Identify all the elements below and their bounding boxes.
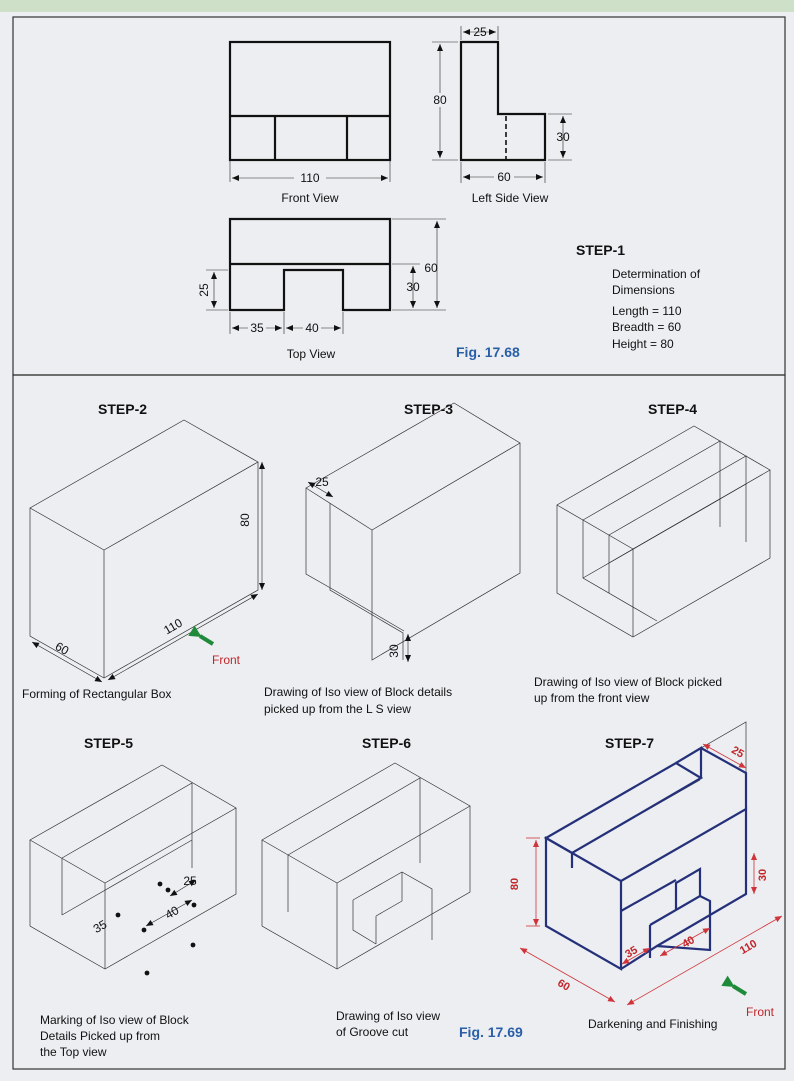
tv-dim-35: 35 — [250, 321, 264, 335]
step5-caption-3: the Top view — [40, 1045, 107, 1059]
step5-dim-25: 25 — [183, 874, 197, 888]
step6-title: STEP-6 — [362, 735, 412, 751]
step4-box — [557, 426, 770, 637]
lsv-dim-80: 80 — [433, 93, 447, 107]
lsv-dim-60: 60 — [497, 170, 511, 184]
step2-front-label: Front — [212, 653, 241, 667]
step1-length: Length = 110 — [612, 304, 682, 318]
step5-dim-40: 40 — [162, 903, 182, 922]
step1-height: Height = 80 — [612, 337, 674, 351]
tv-dim-30: 30 — [406, 280, 420, 294]
step3-caption-2: picked up from the L S view — [264, 702, 411, 716]
step7-dim-35: 35 — [623, 944, 640, 961]
step3-caption-1: Drawing of Iso view of Block details — [264, 685, 453, 699]
step4-title: STEP-4 — [648, 401, 698, 417]
step1-breadth: Breadth = 60 — [612, 320, 682, 334]
fig69-frame — [13, 375, 785, 1069]
top-view-label: Top View — [286, 347, 336, 361]
step2-title: STEP-2 — [98, 401, 148, 417]
step7-front-label: Front — [746, 1005, 775, 1019]
step3-dim-30: 30 — [387, 644, 401, 658]
lsv-dim-25: 25 — [473, 25, 487, 39]
top-strip — [0, 0, 794, 12]
left-side-view-label: Left Side View — [471, 191, 549, 205]
step6-caption-2: of Groove cut — [336, 1025, 409, 1039]
step7-finished-block — [509, 722, 782, 1019]
step2-caption: Forming of Rectangular Box — [22, 687, 172, 701]
step2-dim-110: 110 — [161, 615, 185, 638]
step4-caption-1: Drawing of Iso view of Block picked — [534, 675, 723, 689]
lsv-dim-30: 30 — [556, 130, 570, 144]
step2-box — [30, 420, 262, 682]
front-view-label: Front View — [281, 191, 339, 205]
step6-box — [262, 763, 470, 969]
step1-title: STEP-1 — [576, 242, 626, 258]
step2-dim-60: 60 — [52, 639, 72, 658]
step3-dim-25: 25 — [315, 475, 329, 489]
fv-dim-110: 110 — [300, 171, 320, 185]
step1-desc-1: Determination of — [612, 267, 701, 281]
tv-dim-60: 60 — [424, 261, 438, 275]
step1-desc-2: Dimensions — [612, 283, 675, 297]
front-view — [230, 42, 390, 205]
step5-title: STEP-5 — [84, 735, 134, 751]
step5-dim-35: 35 — [90, 917, 110, 936]
step7-dim-25: 25 — [729, 744, 746, 761]
step7-dim-60: 60 — [555, 977, 572, 994]
step2-dim-80: 80 — [238, 513, 252, 527]
step7-dim-30: 30 — [757, 868, 769, 882]
step5-caption-2: Details Picked up from — [40, 1029, 161, 1043]
step6-caption-1: Drawing of Iso view — [336, 1009, 441, 1023]
step5-caption-1: Marking of Iso view of Block — [40, 1013, 189, 1027]
step4-caption-2: up from the front view — [534, 691, 650, 705]
step7-dim-40: 40 — [680, 934, 697, 951]
step3-title: STEP-3 — [404, 401, 454, 417]
fig69-caption: Fig. 17.69 — [459, 1024, 523, 1040]
step7-dim-110: 110 — [737, 937, 760, 958]
top-view — [197, 219, 446, 361]
step5-box — [30, 765, 236, 975]
left-side-view — [432, 25, 572, 205]
step7-dim-80: 80 — [509, 877, 521, 891]
step7-title: STEP-7 — [605, 735, 655, 751]
fig68-caption: Fig. 17.68 — [456, 344, 520, 360]
tv-dim-25: 25 — [197, 283, 211, 297]
step7-caption: Darkening and Finishing — [588, 1017, 718, 1031]
step3-box — [306, 403, 520, 662]
tv-dim-40: 40 — [305, 321, 319, 335]
